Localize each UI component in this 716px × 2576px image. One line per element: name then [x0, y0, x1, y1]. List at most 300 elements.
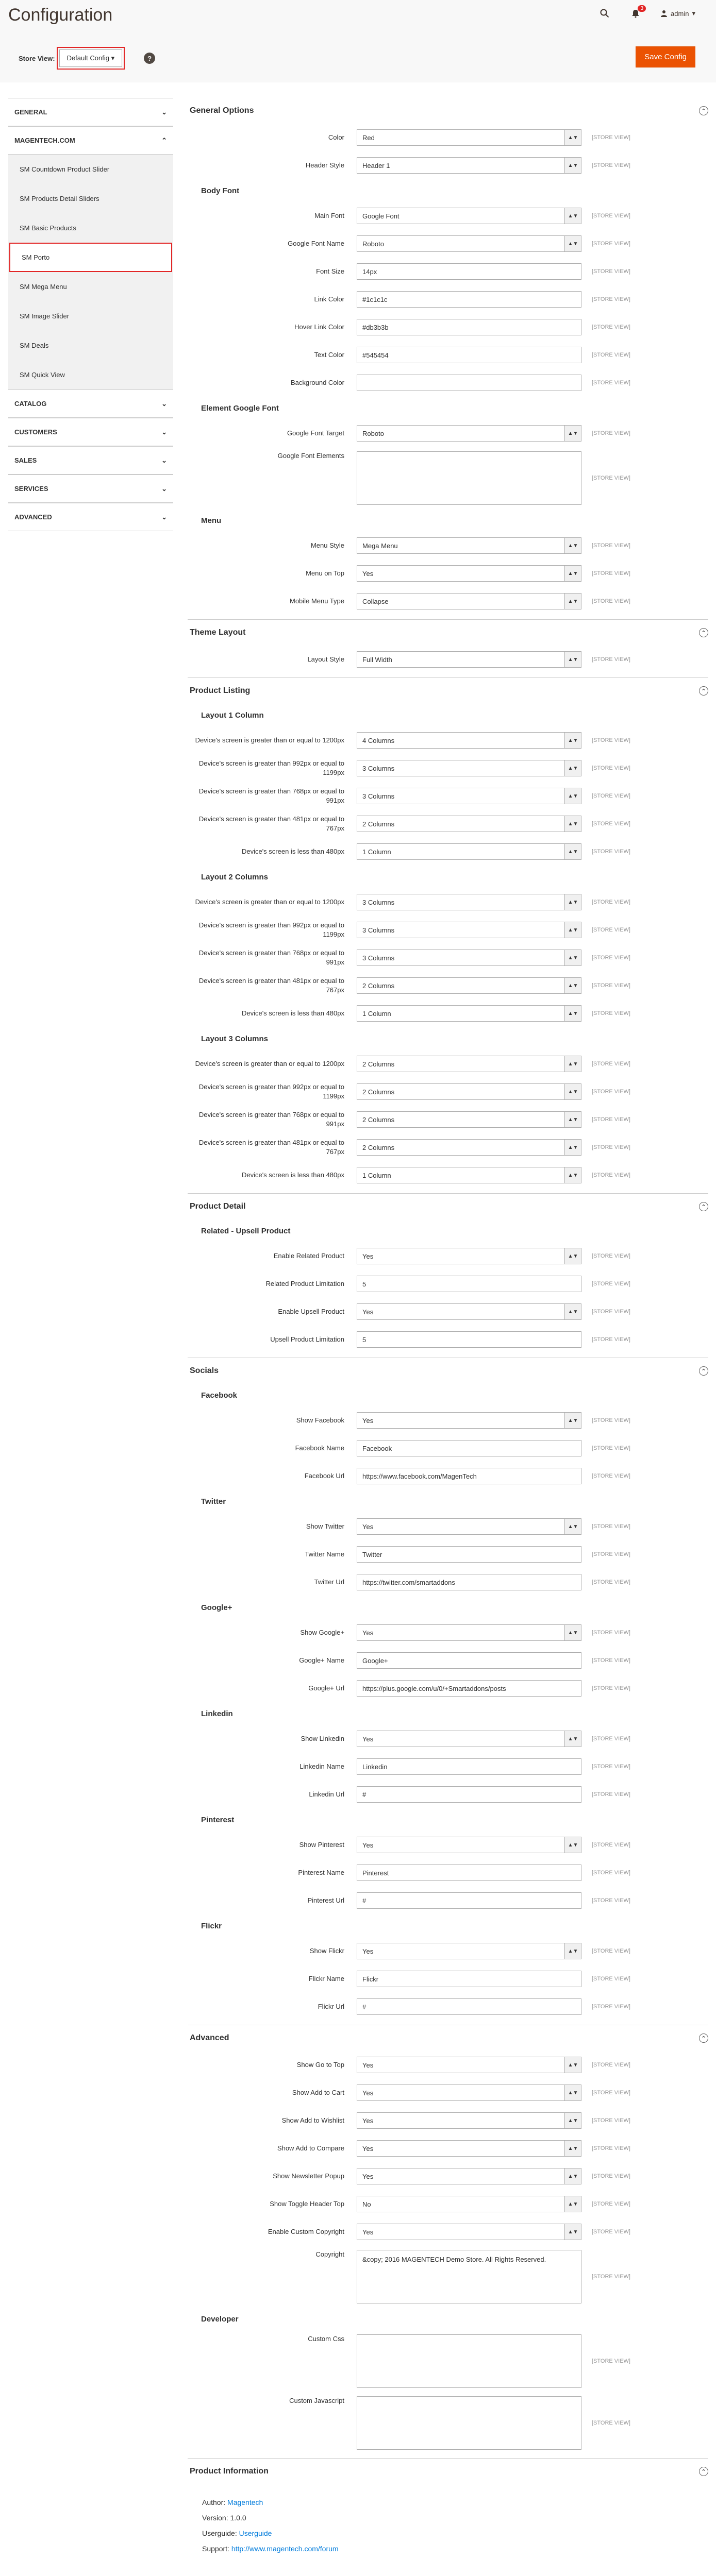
scope-label: [STORE VIEW] — [592, 213, 630, 219]
scope-label: [STORE VIEW] — [592, 1336, 630, 1343]
support-link[interactable]: http://www.magentech.com/forum — [231, 2545, 339, 2553]
select-field[interactable] — [357, 894, 581, 910]
sidebar-group — [8, 98, 173, 126]
sidebar-group-label: MAGENTECH.COM — [14, 137, 75, 144]
sidebar-group-title[interactable] — [8, 503, 173, 531]
form-row — [188, 1540, 708, 1568]
sidebar-item[interactable]: SM Basic Products — [20, 224, 76, 232]
dropdown-arrow-icon: ▲▼ — [564, 2113, 581, 2128]
field-label: Header Style — [305, 161, 344, 170]
scope-label: [STORE VIEW] — [592, 1172, 630, 1178]
store-view-switcher — [19, 49, 155, 67]
select-value: Yes — [362, 2116, 374, 2125]
text-input[interactable]: #db3b3b — [357, 319, 581, 335]
dropdown-arrow-icon: ▲▼ — [564, 1056, 581, 1072]
scope-label: [STORE VIEW] — [592, 241, 630, 247]
form-row — [188, 369, 708, 397]
sidebar-group-title[interactable] — [8, 447, 173, 474]
dropdown-arrow-icon: ▲▼ — [564, 1167, 581, 1183]
scope-label: [STORE VIEW] — [592, 162, 630, 168]
help-icon[interactable]: ? — [144, 53, 155, 64]
select-field[interactable] — [357, 1139, 581, 1156]
scope-label: [STORE VIEW] — [592, 1010, 630, 1016]
scope-label: [STORE VIEW] — [592, 1144, 630, 1150]
form-row — [188, 944, 708, 972]
scope-label: [STORE VIEW] — [592, 1630, 630, 1636]
select-field[interactable] — [357, 1056, 581, 1072]
select-field[interactable] — [357, 129, 581, 146]
scope-label: [STORE VIEW] — [592, 1523, 630, 1530]
select-value: Yes — [362, 2172, 374, 2180]
store-view-dropdown[interactable]: Default Config ▾ — [59, 49, 123, 67]
collapse-icon[interactable]: ⌃ — [699, 2033, 708, 2043]
dropdown-arrow-icon: ▲▼ — [564, 950, 581, 965]
dropdown-arrow-icon: ▲▼ — [564, 130, 581, 145]
field-label: Enable Upsell Product — [278, 1308, 344, 1316]
sidebar-group-label: SALES — [14, 456, 37, 464]
text-input[interactable]: https://plus.google.com/u/0/+Smartaddons/posts — [357, 1680, 581, 1697]
form-row — [188, 587, 708, 615]
scope-label: [STORE VIEW] — [592, 2145, 630, 2151]
select-field[interactable] — [357, 651, 581, 668]
select-field[interactable] — [357, 537, 581, 554]
text-input[interactable]: #1c1c1c — [357, 291, 581, 308]
textarea-input[interactable] — [357, 2334, 581, 2388]
sidebar-group-label: CUSTOMERS — [14, 428, 57, 436]
select-field[interactable] — [357, 593, 581, 609]
text-input[interactable]: # — [357, 1998, 581, 2015]
field-label: Facebook Name — [295, 1444, 344, 1452]
form-row — [188, 999, 708, 1027]
text-input[interactable]: #545454 — [357, 347, 581, 363]
form-row — [188, 1242, 708, 1270]
field-label: Show Google+ — [300, 1629, 344, 1637]
group-title: Facebook — [201, 1391, 238, 1400]
field-label: Show Toggle Header Top — [270, 2200, 344, 2208]
field-label: Color — [328, 133, 344, 142]
field-label: Google Font Elements — [277, 452, 344, 460]
form-row — [188, 1619, 708, 1647]
field-label: Twitter Url — [314, 1578, 344, 1586]
text-input[interactable]: # — [357, 1892, 581, 1909]
field-label: Linkedin Name — [299, 1762, 344, 1771]
select-value: Yes — [362, 2144, 374, 2153]
select-field[interactable] — [357, 732, 581, 749]
scope-label: [STORE VIEW] — [592, 982, 630, 989]
field-label: Show Go to Top — [296, 2061, 344, 2069]
select-value: Yes — [362, 1308, 374, 1316]
form-row — [188, 1831, 708, 1859]
sidebar-group — [8, 446, 173, 474]
scope-label: [STORE VIEW] — [592, 793, 630, 799]
form-row — [188, 1434, 708, 1462]
select-value: Mega Menu — [362, 541, 398, 550]
field-label: Show Twitter — [306, 1522, 344, 1531]
text-input[interactable]: 14px — [357, 263, 581, 280]
dropdown-arrow-icon: ▲▼ — [564, 760, 581, 776]
sidebar-item[interactable]: SM Quick View — [20, 371, 65, 379]
scope-label: [STORE VIEW] — [592, 1579, 630, 1585]
scope-label: [STORE VIEW] — [592, 955, 630, 961]
sidebar-group — [8, 418, 173, 446]
select-field[interactable] — [357, 2168, 581, 2184]
sidebar-item[interactable]: SM Mega Menu — [20, 283, 67, 291]
select-value: Yes — [362, 1735, 374, 1743]
info-line-author — [188, 2495, 708, 2510]
scope-label: [STORE VIEW] — [592, 1842, 630, 1848]
form-row — [188, 258, 708, 285]
select-value: Yes — [362, 2089, 374, 2097]
section-header[interactable] — [188, 2459, 708, 2484]
scope-label: [STORE VIEW] — [592, 1657, 630, 1664]
group-title: Flickr — [201, 1921, 222, 1930]
author-link[interactable]: Magentech — [227, 2498, 263, 2506]
field-label: Device's screen is greater than 992px or equal to 1199px — [198, 759, 344, 776]
form-row — [188, 1106, 708, 1133]
select-value: Yes — [362, 1841, 374, 1849]
form-row — [188, 1133, 708, 1161]
scope-label: [STORE VIEW] — [592, 1445, 630, 1451]
select-value: Yes — [362, 2061, 374, 2069]
field-label: Layout Style — [307, 655, 344, 664]
dropdown-arrow-icon: ▲▼ — [564, 2085, 581, 2100]
form-row — [188, 726, 708, 754]
section-header[interactable] — [188, 2025, 708, 2051]
select-field[interactable] — [357, 1111, 581, 1128]
text-input[interactable]: https://twitter.com/smartaddons — [357, 1574, 581, 1590]
dropdown-arrow-icon: ▲▼ — [564, 594, 581, 609]
form-row — [188, 972, 708, 999]
textarea-input[interactable] — [357, 2396, 581, 2450]
notifications-bell-icon[interactable] — [629, 7, 642, 20]
scope-label: [STORE VIEW] — [592, 1281, 630, 1287]
field-label: Device's screen is less than 480px — [241, 848, 344, 856]
select-value: Yes — [362, 1629, 374, 1637]
dropdown-arrow-icon: ▲▼ — [564, 538, 581, 553]
field-label: Show Add to Cart — [292, 2089, 344, 2097]
text-input[interactable]: Google+ — [357, 1652, 581, 1669]
select-value: Roboto — [362, 240, 384, 248]
field-label: Hover Link Color — [294, 323, 344, 331]
select-field[interactable] — [357, 1731, 581, 1747]
text-input[interactable]: 5 — [357, 1331, 581, 1348]
select-field[interactable] — [357, 1167, 581, 1183]
select-value: 3 Columns — [362, 926, 395, 934]
form-row — [188, 888, 708, 916]
field-label: Font Size — [316, 267, 344, 276]
scope-label: [STORE VIEW] — [592, 2229, 630, 2235]
save-config-button[interactable]: Save Config — [636, 46, 695, 67]
field-label: Device's screen is greater than 992px or equal to 1199px — [198, 1083, 344, 1100]
textarea-input[interactable] — [357, 451, 581, 505]
chevron-down-icon: ⌄ — [161, 456, 167, 464]
page-title: Configuration — [8, 5, 113, 25]
text-input[interactable]: Pinterest — [357, 1865, 581, 1881]
dropdown-arrow-icon: ▲▼ — [564, 1084, 581, 1099]
scope-label: [STORE VIEW] — [592, 134, 630, 141]
form-row — [188, 341, 708, 369]
sidebar-group-title[interactable] — [8, 475, 173, 503]
text-input[interactable]: Linkedin — [357, 1758, 581, 1775]
text-input[interactable]: # — [357, 1786, 581, 1803]
select-field[interactable] — [357, 1624, 581, 1641]
group-title: Menu — [201, 516, 222, 525]
form-row — [188, 1406, 708, 1434]
scope-label: [STORE VIEW] — [592, 1764, 630, 1770]
select-field[interactable] — [357, 950, 581, 966]
form-row — [188, 2190, 708, 2218]
textarea-input[interactable]: &copy; 2016 MAGENTECH Demo Store. All Rights Reserved. — [357, 2250, 581, 2303]
scope-label: [STORE VIEW] — [592, 1089, 630, 1095]
sidebar-item[interactable]: SM Products Detail Sliders — [20, 195, 99, 202]
notification-count-badge: 3 — [638, 5, 646, 12]
config-sidebar — [8, 98, 173, 531]
select-value: Yes — [362, 1416, 374, 1425]
select-field[interactable] — [357, 1943, 581, 1959]
field-label: Linkedin Url — [309, 1790, 344, 1799]
dropdown-arrow-icon: ▲▼ — [564, 2057, 581, 2073]
scope-label: [STORE VIEW] — [592, 821, 630, 827]
form-row — [188, 560, 708, 587]
field-label: Device's screen is greater than or equal to 1200px — [195, 898, 344, 906]
sidebar-group-title[interactable] — [8, 98, 173, 126]
scope-label: [STORE VIEW] — [592, 296, 630, 302]
scope-label: [STORE VIEW] — [592, 1309, 630, 1315]
select-field[interactable] — [357, 2057, 581, 2073]
scope-label: [STORE VIEW] — [592, 849, 630, 855]
select-value: Google Font — [362, 212, 399, 220]
collapse-icon[interactable]: ⌃ — [699, 2467, 708, 2476]
sidebar-group-title[interactable] — [8, 127, 173, 155]
group-title: Twitter — [201, 1497, 226, 1506]
field-label: Copyright — [315, 2250, 344, 2258]
field-label: Menu Style — [310, 541, 344, 550]
select-value: 3 Columns — [362, 764, 395, 772]
field-label: Upsell Product Limitation — [270, 1335, 344, 1344]
dropdown-arrow-icon: ▲▼ — [564, 1248, 581, 1264]
dropdown-arrow-icon: ▲▼ — [564, 1413, 581, 1428]
section-header[interactable] — [188, 1358, 708, 1384]
form-row — [188, 2107, 708, 2134]
form-row — [188, 1568, 708, 1596]
select-field[interactable] — [357, 922, 581, 938]
scope-label: [STORE VIEW] — [592, 352, 630, 358]
scope-label: [STORE VIEW] — [592, 1791, 630, 1798]
select-field[interactable] — [357, 1518, 581, 1535]
version-label: Version: — [202, 2514, 228, 2522]
select-value: Yes — [362, 1522, 374, 1531]
collapse-icon[interactable]: ⌃ — [699, 628, 708, 637]
scope-label: [STORE VIEW] — [592, 1948, 630, 1954]
scope-label: [STORE VIEW] — [592, 927, 630, 933]
form-row — [188, 2246, 708, 2308]
dropdown-arrow-icon: ▲▼ — [564, 2168, 581, 2184]
collapse-icon[interactable]: ⌃ — [699, 686, 708, 696]
dropdown-arrow-icon: ▲▼ — [564, 1112, 581, 1127]
sidebar-group-title[interactable] — [8, 390, 173, 418]
select-field[interactable] — [357, 235, 581, 252]
sidebar-item[interactable]: SM Image Slider — [20, 312, 70, 320]
sidebar-group-label: SERVICES — [14, 485, 48, 493]
select-field[interactable] — [357, 565, 581, 582]
select-field[interactable] — [357, 1303, 581, 1320]
form-row — [188, 2392, 708, 2454]
form-row — [188, 419, 708, 447]
form-row — [188, 1887, 708, 1914]
select-field[interactable] — [357, 1412, 581, 1429]
sidebar-group-title[interactable] — [8, 418, 173, 446]
field-label: Device's screen is less than 480px — [241, 1009, 344, 1018]
select-field[interactable] — [357, 1248, 581, 1264]
sidebar-item[interactable]: SM Porto — [9, 243, 172, 272]
text-input[interactable]: 5 — [357, 1276, 581, 1292]
scope-label: [STORE VIEW] — [592, 543, 630, 549]
field-label: Device's screen is greater than 992px or equal to 1199px — [198, 921, 344, 938]
text-input[interactable]: Flickr — [357, 1971, 581, 1987]
scope-label: [STORE VIEW] — [592, 430, 630, 436]
form-row — [188, 124, 708, 151]
select-value: 2 Columns — [362, 981, 395, 990]
dropdown-arrow-icon: ▲▼ — [564, 208, 581, 224]
chevron-down-icon: ⌄ — [161, 513, 167, 521]
section-title: Product Listing — [190, 686, 251, 695]
text-input[interactable] — [357, 375, 581, 391]
select-field[interactable] — [357, 843, 581, 860]
dropdown-arrow-icon: ▲▼ — [564, 158, 581, 173]
form-row — [188, 2330, 708, 2392]
sidebar-item[interactable]: SM Deals — [20, 342, 49, 349]
section-title: Product Detail — [190, 1202, 246, 1211]
select-value: Collapse — [362, 597, 389, 605]
collapse-icon[interactable]: ⌃ — [699, 1366, 708, 1376]
dropdown-arrow-icon: ▲▼ — [564, 922, 581, 938]
header-actions — [598, 7, 695, 20]
dropdown-arrow-icon: ▲▼ — [564, 1006, 581, 1021]
sidebar-group — [8, 503, 173, 531]
select-value: Red — [362, 133, 375, 142]
section-header[interactable] — [188, 1194, 708, 1219]
scope-label: [STORE VIEW] — [592, 2117, 630, 2124]
userguide-label: Userguide: — [202, 2529, 237, 2537]
userguide-link[interactable]: Userguide — [239, 2529, 272, 2537]
form-row — [188, 1161, 708, 1189]
field-label: Twitter Name — [305, 1550, 344, 1558]
text-input[interactable]: Twitter — [357, 1546, 581, 1563]
form-row — [188, 1781, 708, 1808]
form-row — [188, 1965, 708, 1993]
config-main — [188, 98, 708, 2556]
scope-label: [STORE VIEW] — [592, 2173, 630, 2179]
field-label: Show Linkedin — [301, 1735, 344, 1743]
select-field[interactable] — [357, 425, 581, 442]
scope-label: [STORE VIEW] — [592, 2358, 630, 2364]
chevron-down-icon: ⌄ — [161, 484, 167, 493]
info-line-userguide — [188, 2526, 708, 2541]
section-title: Socials — [190, 1366, 219, 1375]
form-row — [188, 151, 708, 179]
form-row — [188, 1462, 708, 1490]
form-row — [188, 285, 708, 313]
select-value: 1 Column — [362, 1009, 391, 1018]
form-row — [188, 2218, 708, 2246]
select-field[interactable] — [357, 1083, 581, 1100]
field-label: Enable Custom Copyright — [268, 2228, 344, 2236]
group-title: Layout 1 Column — [201, 710, 264, 720]
admin-user-menu[interactable] — [660, 9, 695, 18]
dropdown-arrow-icon: ▲▼ — [564, 978, 581, 993]
select-field[interactable] — [357, 2112, 581, 2129]
chevron-down-icon: ⌄ — [161, 428, 167, 436]
field-label: Google Font Name — [288, 240, 344, 248]
sidebar-group — [8, 126, 173, 389]
field-label: Flickr Url — [318, 2003, 344, 2011]
form-row — [188, 838, 708, 866]
scope-label: [STORE VIEW] — [592, 737, 630, 743]
author-label: Author: — [202, 2498, 226, 2506]
collapse-icon[interactable]: ⌃ — [699, 1202, 708, 1211]
select-field[interactable] — [357, 2224, 581, 2240]
select-field[interactable] — [357, 208, 581, 224]
select-field[interactable] — [357, 788, 581, 804]
field-label: Google Font Target — [287, 429, 344, 437]
scope-label: [STORE VIEW] — [592, 656, 630, 663]
select-value: Yes — [362, 1947, 374, 1955]
field-label: Device's screen is greater than 768px or equal to 991px — [198, 1111, 344, 1128]
collapse-icon[interactable]: ⌃ — [699, 106, 708, 115]
field-label: Background Color — [290, 379, 344, 387]
field-label: Custom Css — [308, 2335, 344, 2343]
text-input[interactable]: Facebook — [357, 1440, 581, 1456]
field-label: Device's screen is greater than 481px or equal to 767px — [198, 1139, 344, 1156]
select-value: 2 Columns — [362, 1115, 395, 1124]
scope-label: [STORE VIEW] — [592, 1061, 630, 1067]
sidebar-group-label: ADVANCED — [14, 513, 52, 521]
search-icon[interactable] — [598, 7, 611, 20]
field-label: Flickr Name — [308, 1975, 344, 1983]
dropdown-arrow-icon: ▲▼ — [564, 566, 581, 581]
scope-label: [STORE VIEW] — [592, 2420, 630, 2426]
text-input[interactable]: https://www.facebook.com/MagenTech — [357, 1468, 581, 1484]
select-field[interactable] — [357, 2196, 581, 2212]
select-field[interactable] — [357, 977, 581, 994]
select-field[interactable] — [357, 760, 581, 776]
section-header[interactable] — [188, 678, 708, 704]
form-row — [188, 230, 708, 258]
select-field[interactable] — [357, 1837, 581, 1853]
select-value: Roboto — [362, 429, 384, 437]
dropdown-arrow-icon: ▲▼ — [564, 426, 581, 441]
select-field[interactable] — [357, 157, 581, 174]
select-field[interactable] — [357, 1005, 581, 1022]
dropdown-arrow-icon: ▲▼ — [564, 733, 581, 748]
sidebar-item[interactable]: SM Countdown Product Slider — [20, 165, 110, 173]
form-row — [188, 202, 708, 230]
scope-label: [STORE VIEW] — [592, 1870, 630, 1876]
sidebar-group — [8, 389, 173, 418]
form-row — [188, 916, 708, 944]
form-row — [188, 2134, 708, 2162]
form-row — [188, 2051, 708, 2079]
select-field[interactable] — [357, 2140, 581, 2157]
select-value: 2 Columns — [362, 1060, 395, 1068]
select-field[interactable] — [357, 816, 581, 832]
select-field[interactable] — [357, 2084, 581, 2101]
form-row — [188, 1753, 708, 1781]
section-header[interactable] — [188, 98, 708, 124]
page-header — [0, 0, 716, 82]
section-header[interactable] — [188, 620, 708, 646]
field-label: Show Add to Wishlist — [281, 2116, 344, 2125]
